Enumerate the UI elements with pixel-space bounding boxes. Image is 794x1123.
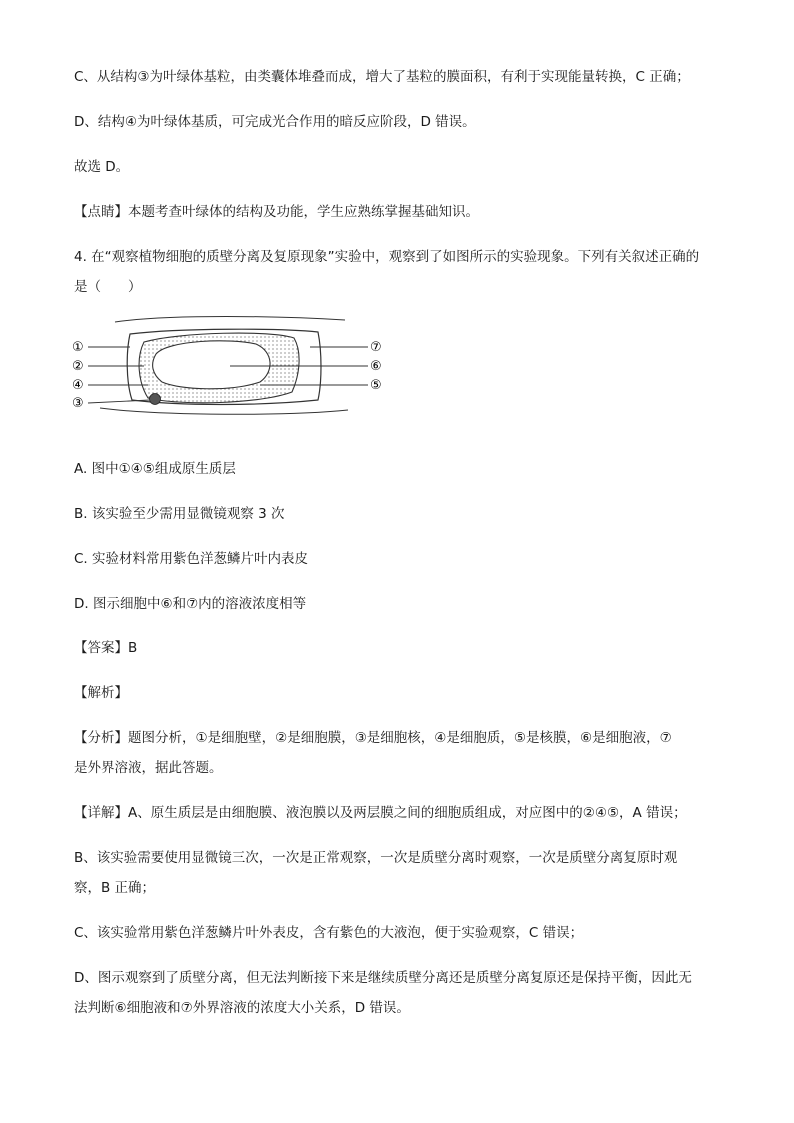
- label-5: ⑤: [370, 378, 382, 393]
- detail-b-line2: 察，B 正确；: [74, 880, 156, 896]
- label-3: ③: [72, 396, 84, 411]
- detail-d-line1: D、图示观察到了质壁分离，但无法判断接下来是继续质壁分离还是质壁分离复原还是保持平衡，因此无: [74, 970, 692, 986]
- option-d: D. 图示细胞中⑥和⑦内的溶液浓度相等: [74, 596, 307, 612]
- text-choose: 故选 D。: [74, 159, 130, 175]
- label-7: ⑦: [370, 340, 382, 355]
- tissue-bottom-outline: [100, 408, 348, 414]
- vacuole: [153, 341, 270, 389]
- label-1: ①: [72, 340, 84, 355]
- plant-cell-plasmolysis-diagram: [60, 312, 400, 422]
- question-4-line2: 是（ ）: [74, 279, 142, 295]
- answer-line: 【答案】B: [74, 640, 138, 656]
- nucleus: [150, 394, 161, 405]
- option-b: B. 该实验至少需用显微镜观察 3 次: [74, 506, 285, 522]
- option-a: A. 图中①④⑤组成原生质层: [74, 461, 236, 477]
- label-6: ⑥: [370, 359, 382, 374]
- tissue-top-outline: [115, 317, 345, 323]
- label-2: ②: [72, 359, 84, 374]
- detail-a: 【详解】A、原生质层是由细胞膜、液泡膜以及两层膜之间的细胞质组成，对应图中的②④⑤，A 错误；: [74, 805, 687, 821]
- detail-c: C、该实验常用紫色洋葱鳞片叶外表皮，含有紫色的大液泡，便于实验观察，C 错误；: [74, 925, 584, 941]
- detail-b-line1: B、该实验需要使用显微镜三次，一次是正常观察，一次是质壁分离时观察，一次是质壁分离复原时观: [74, 850, 678, 866]
- text-line-c: C、从结构③为叶绿体基粒，由类囊体堆叠而成，增大了基粒的膜面积，有利于实现能量转换，C 正确；: [74, 69, 690, 85]
- comment-line: 【点睛】本题考查叶绿体的结构及功能，学生应熟练掌握基础知识。: [74, 204, 479, 220]
- label-4: ④: [72, 378, 84, 393]
- analysis-line2: 是外界溶液，据此答题。: [74, 760, 223, 776]
- option-c: C. 实验材料常用紫色洋葱鳞片叶内表皮: [74, 551, 309, 567]
- analysis-heading: 【解析】: [74, 685, 128, 701]
- question-4-line1: 4. 在“观察植物细胞的质壁分离及复原现象”实验中，观察到了如图所示的实验现象。下列有关叙述正确的: [74, 249, 700, 265]
- text-line-d: D、结构④为叶绿体基质，可完成光合作用的暗反应阶段，D 错误。: [74, 114, 476, 130]
- detail-d-line2: 法判断⑥细胞液和⑦外界溶液的浓度大小关系，D 错误。: [74, 1000, 410, 1016]
- analysis-line1: 【分析】题图分析，①是细胞壁，②是细胞膜，③是细胞核，④是细胞质，⑤是核膜，⑥是细胞液，⑦: [74, 730, 672, 746]
